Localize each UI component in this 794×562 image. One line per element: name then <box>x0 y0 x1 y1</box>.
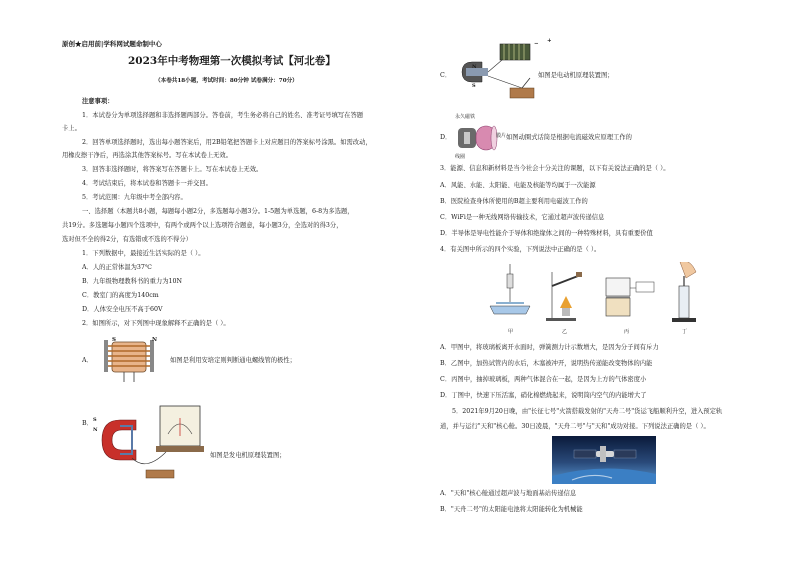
motor-pole-s: S <box>472 83 476 89</box>
q5-stem-line: 5．2021年9月20日晚，由"长征七号"火箭搭载发射的"天舟二号"货运飞船顺利升空，进入预定轨 <box>452 408 723 415</box>
generator-pole-n: N <box>93 427 98 433</box>
q4-stem: 4．有关图中所示的四个实验，下列说法中正确的是（ ）。 <box>440 246 601 253</box>
q2-option-b-text: 如图是发电机原理装置图； <box>210 452 286 459</box>
fig-label-yi: 乙 <box>562 329 568 335</box>
motor-figure <box>452 38 538 106</box>
section-instructions: 选对但不全的得2分，有选错或不选的不得分） <box>62 236 192 243</box>
q4-option-d: D．丁图中，快速下压活塞，硝化棉燃烧起来，说明筒内空气的内能增大了 <box>440 392 647 399</box>
solenoid-hand-figure <box>94 330 160 386</box>
note-line: 4．考试结束后，将本试卷和答题卡一并交回。 <box>82 180 212 187</box>
q5-stem-line: 道，并与运行"天和"核心舱。30日凌晨，"天舟二号"与"天和"成功对接。下列说法正确的是（ ）。 <box>440 423 710 430</box>
magnet-label: 永久磁铁 <box>455 114 476 120</box>
note-line: 1．本试卷分为单项选择题和非选择题两部分。答卷前，考生务必将自己的姓名、准考证号填写在答题 <box>82 112 364 119</box>
q4-option-b: B．乙图中，加热试管内的水后，木塞被冲开，说明热传递能改变物体的内能 <box>440 360 653 367</box>
q2-option-a-label: A． <box>82 357 93 364</box>
q2-option-c-text: 如图是电动机原理装置图； <box>538 72 614 79</box>
q2-option-d-text: 如图动圈式话筒是根据电流磁效应原理工作的 <box>506 134 632 141</box>
note-line: 卡上。 <box>62 125 81 132</box>
q5-option-b: B．"天舟二号"的太阳能电池将太阳能转化为机械能 <box>440 506 583 513</box>
motor-pole-n: N <box>472 64 477 70</box>
q2-option-b-label: B． <box>82 420 93 427</box>
film-label: 膜片 <box>496 133 507 139</box>
q2-option-c-label: C． <box>440 72 452 79</box>
q5-option-a: A．"天和"核心舱通过超声波与地面基站传递信息 <box>440 490 577 497</box>
fig-label-ding: 丁 <box>682 329 688 335</box>
fig-label-jia: 甲 <box>508 329 514 335</box>
q3-option-a: A．风能、水能、太阳能、电能及核能等均属于一次能源 <box>440 182 596 189</box>
battery-plus: + <box>547 38 552 44</box>
note-line: 5．考试范围：九年级中考全部内容。 <box>82 194 187 201</box>
pole-s-label: S <box>112 337 116 343</box>
fig-label-bing: 丙 <box>624 329 630 335</box>
q2-option-d-label: D． <box>440 134 452 141</box>
experiments-figure <box>486 262 704 330</box>
q1-option-b: B．九年级物理教科书的重力为10N <box>82 278 183 285</box>
generator-pole-s: S <box>93 417 97 423</box>
q2-option-a-text: 如图是利用安培定则判断通电螺线管的极性； <box>170 357 296 364</box>
source-header: 原创★启用前|学科网试题命制中心 <box>62 40 162 48</box>
space-station-photo <box>552 436 656 484</box>
q1-option-c: C．教室门的高度为140cm <box>82 292 159 299</box>
notes-heading: 注意事项： <box>82 98 114 105</box>
q4-option-c: C．丙图中，抽掉玻璃板，两种气体混合在一起，是因为上方的气体密度小 <box>440 376 647 383</box>
exam-subtitle: （本卷共18小题，考试时间：80分钟 试卷满分：70分） <box>155 78 298 84</box>
q1-option-d: D．人体安全电压不高于60V <box>82 306 163 313</box>
pole-n-label: N <box>152 337 158 343</box>
q3-option-b: B．医院检查身体所使用的B超主要利用电磁波工作的 <box>440 198 588 205</box>
section-instructions: 共19分。多选题每小题四个选项中，有两个或两个以上选项符合题意，每小题3分，全选对的得3分， <box>62 222 343 229</box>
section-instructions: 一、选择题（本题共8小题，每题每小题2分，多选题每小题3分。1-5题为单选题，6-8为多选题， <box>82 208 354 215</box>
q1-stem: 1．下列数据中，最接近生活实际的是（ ）。 <box>82 250 205 257</box>
q3-option-c: C．WiFi是一种无线网络传输技术，它通过超声波传递信息 <box>440 214 605 221</box>
note-line: 3．回答非选择题时，将答案写在答题卡上。写在本试卷上无效。 <box>82 166 263 173</box>
coil-label: 线圈 <box>455 154 466 160</box>
q3-stem: 3．能源、信息和新材料是当今社会十分关注的课题，以下有关说法正确的是（ ）。 <box>440 165 670 172</box>
q2-stem: 2．如图所示，对下列图中现象解释不正确的是（ ）。 <box>82 320 230 327</box>
generator-figure <box>96 400 206 484</box>
q3-option-d: D．半导体是导电性能介于导体和绝缘体之间的一种特殊材料，具有重要价值 <box>440 230 653 237</box>
note-line: 用橡皮擦干净后，再选涂其他答案标号。写在本试卷上无效。 <box>62 152 233 159</box>
q1-option-a: A．人的正常体温为37℃ <box>82 264 152 271</box>
q4-option-a: A．甲图中，将玻璃板离开水面时，弹簧测力计示数增大，是因为分子间有斥力 <box>440 344 659 351</box>
note-line: 2．回答单项选择题时，选出每小题答案后，用2B铅笔把答题卡上对应题目的答案标号涂黑。如需改动， <box>82 139 372 146</box>
battery-minus: − <box>534 41 539 47</box>
exam-title: 2023年中考物理第一次模拟考试【河北卷】 <box>128 55 336 67</box>
